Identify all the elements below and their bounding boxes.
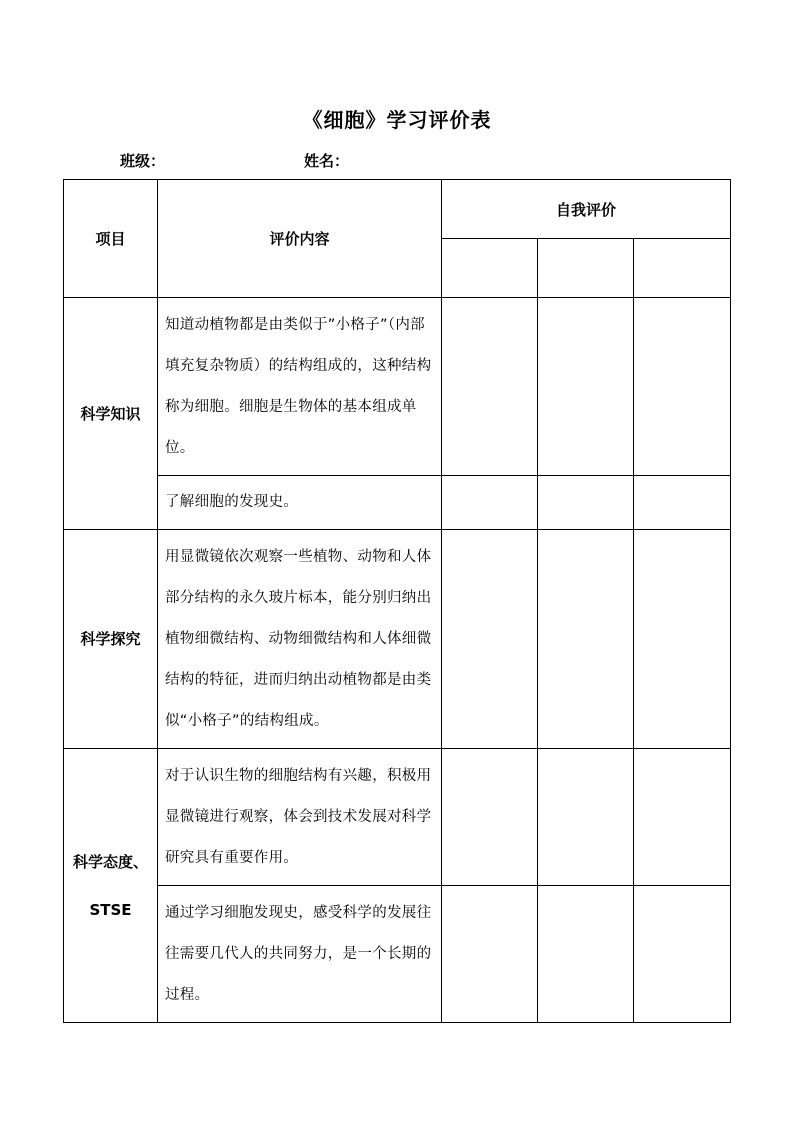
- header-self-eval: 自我评价: [442, 180, 731, 239]
- rating-cell[interactable]: [634, 530, 731, 749]
- self-eval-subheader-cell: [442, 239, 538, 298]
- header-item: 项目: [64, 180, 158, 298]
- content-cell: 了解细胞的发现史。: [158, 476, 442, 530]
- table-row: [64, 886, 731, 1023]
- document-title: 《细胞》学习评价表: [302, 108, 492, 132]
- rating-cell[interactable]: [538, 530, 634, 749]
- content-cell: 用显微镜依次观察一些植物、动物和人体部分结构的永久玻片标本，能分别归纳出植物细微结构、动物细微结构和人体细微结构的特征，进而归纳出动植物都是由类似“小格子”的结构组成。: [158, 530, 442, 749]
- self-eval-subheader-cell: [538, 239, 634, 298]
- header-row: [64, 180, 731, 239]
- content-cell: 知道动植物都是由类似于”小格子”（内部填充复杂物质）的结构组成的，这种结构称为细胞。细胞是生物体的基本组成单位。: [158, 298, 442, 476]
- rating-cell[interactable]: [538, 886, 634, 1023]
- table-row: [64, 749, 731, 886]
- rating-cell[interactable]: [442, 886, 538, 1023]
- rating-cell[interactable]: [538, 749, 634, 886]
- content-cell: 对于认识生物的细胞结构有兴趣，积极用显微镜进行观察，体会到技术发展对科学研究具有重要作用。: [158, 749, 442, 886]
- table-row: [64, 298, 731, 476]
- rating-cell[interactable]: [634, 749, 731, 886]
- table-row: [64, 530, 731, 749]
- rating-cell[interactable]: [442, 749, 538, 886]
- rating-cell[interactable]: [538, 298, 634, 476]
- category-knowledge: 科学知识: [64, 298, 158, 530]
- table-row: [64, 476, 731, 530]
- rating-cell[interactable]: [634, 298, 731, 476]
- rating-cell[interactable]: [634, 886, 731, 1023]
- class-label: 班级：: [120, 152, 166, 170]
- category-attitude-line2: STSE: [89, 900, 132, 919]
- self-eval-subheader-cell: [634, 239, 731, 298]
- name-label: 姓名：: [304, 152, 350, 170]
- category-attitude-line1: 科学态度、: [72, 852, 148, 871]
- content-cell: 通过学习细胞发现史，感受科学的发展往往需要几代人的共同努力，是一个长期的过程。: [158, 886, 442, 1023]
- rating-cell[interactable]: [442, 476, 538, 530]
- header-content: 评价内容: [158, 180, 442, 298]
- rating-cell[interactable]: [634, 476, 731, 530]
- rating-cell[interactable]: [442, 298, 538, 476]
- category-attitude-stse: [64, 749, 158, 1023]
- rating-cell[interactable]: [442, 530, 538, 749]
- category-inquiry: 科学探究: [64, 530, 158, 749]
- evaluation-table: [63, 179, 731, 1023]
- rating-cell[interactable]: [538, 476, 634, 530]
